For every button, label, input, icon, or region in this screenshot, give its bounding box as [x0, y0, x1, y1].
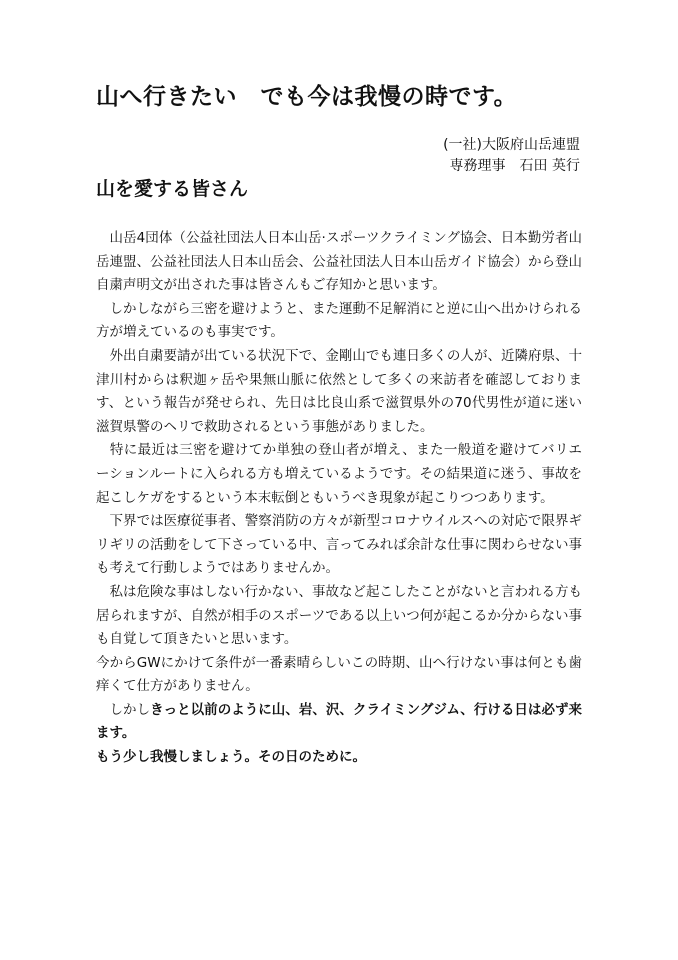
section-heading: 山を愛する皆さん — [96, 178, 249, 200]
body-paragraph: 今からGWにかけて条件が一番素晴らしいこの時期、山へ行けない事は何とも歯痒くて仕方がありません。 — [96, 654, 582, 695]
author-block — [443, 135, 580, 177]
body-paragraph: 外出自粛要請が出ている状況下で、金剛山でも連日多くの人が、近隣府県、十津川村からは釈迦ヶ岳や果無山脈に依然として多くの来訪者を確認しております、という報告が発せられ、先日は比良山系で滋賀県外の70代男性が道に迷い滋賀県警のヘリで救助されるという事態がありました。 — [96, 347, 582, 435]
closing-bold-text: きっと以前のように山、岩、沢、クライミングジム、行ける日は必ず来ます。 — [96, 701, 582, 742]
closing-paragraph — [96, 699, 582, 746]
body-paragraph: 私は危険な事はしない行かない、事故など起こしたことがないと言われる方も居られますが、自然が相手のスポーツである以上いつ何が起こるか分からない事も自覚して頂きたいと思います。 — [96, 583, 582, 648]
closing-final-line: もう少し我慢しましょう。その日のために。 — [96, 749, 366, 766]
document-body — [96, 227, 582, 770]
author-organization: (一社)大阪府山岳連盟 — [443, 137, 580, 153]
document-title: 山へ行きたい でも今は我慢の時です。 — [96, 84, 518, 110]
body-paragraph: 特に最近は三密を避けてか単独の登山者が増え、また一般道を避けてバリエーションルートに入られる方も増えているようです。その結果道に迷う、事故を起こしケガをするという本末転倒ともいうべき現象が起こりつつあります。 — [96, 442, 582, 506]
closing-lead: しかし — [96, 701, 151, 718]
body-paragraph: 山岳4団体（公益社団法人日本山岳·スポーツクライミング協会、日本勤労者山岳連盟、公益社団法人日本山岳会、公益社団法人日本山岳ガイド協会）から登山自粛声明文が出された事は皆さんもご存知かと思います。 — [96, 230, 582, 294]
body-paragraph: しかしながら三密を避けようと、また運動不足解消にと逆に山へ出かけられる方が増えているのも事実です。 — [96, 300, 582, 341]
author-position-name: 専務理事 石田 英行 — [449, 158, 580, 174]
body-paragraph: 下界では医療従事者、警察消防の方々が新型コロナウイルスへの対応で限界ギリギリの活動をして下さっている中、言ってみれば余計な仕事に関わらせない事も考えて行動しようではありませんか。 — [96, 513, 582, 577]
